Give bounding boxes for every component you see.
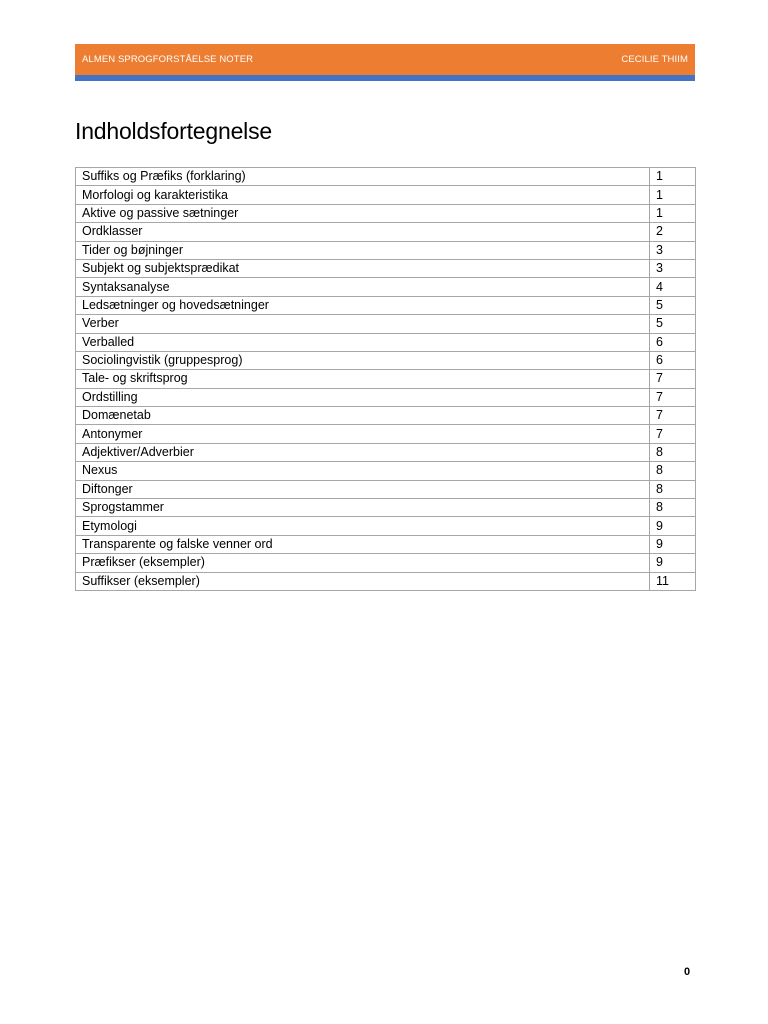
toc-row[interactable] bbox=[76, 425, 696, 443]
toc-entry-page[interactable]: 6 bbox=[650, 351, 696, 369]
toc-row[interactable] bbox=[76, 480, 696, 498]
header-divider bbox=[75, 75, 695, 81]
toc-entry-label[interactable]: Antonymer bbox=[76, 425, 650, 443]
toc-row[interactable] bbox=[76, 572, 696, 590]
toc-entry-page[interactable]: 6 bbox=[650, 333, 696, 351]
toc-entry-page[interactable]: 7 bbox=[650, 407, 696, 425]
toc-entry-page[interactable]: 9 bbox=[650, 535, 696, 553]
toc-row[interactable] bbox=[76, 351, 696, 369]
header-author: CECILIE THIIM bbox=[621, 54, 688, 65]
toc-entry-label[interactable]: Ledsætninger og hovedsætninger bbox=[76, 296, 650, 314]
toc-row[interactable] bbox=[76, 443, 696, 461]
toc-entry-page[interactable]: 2 bbox=[650, 223, 696, 241]
page-number: 0 bbox=[684, 966, 691, 978]
toc-row[interactable] bbox=[76, 204, 696, 222]
toc-table bbox=[75, 167, 696, 591]
toc-entry-page[interactable]: 1 bbox=[650, 168, 696, 186]
toc-entry-label[interactable]: Suffiks og Præfiks (forklaring) bbox=[76, 168, 650, 186]
toc-entry-label[interactable]: Suffikser (eksempler) bbox=[76, 572, 650, 590]
toc-entry-label[interactable]: Tale- og skriftsprog bbox=[76, 370, 650, 388]
toc-entry-page[interactable]: 7 bbox=[650, 425, 696, 443]
toc-row[interactable] bbox=[76, 333, 696, 351]
toc-row[interactable] bbox=[76, 168, 696, 186]
toc-entry-label[interactable]: Etymologi bbox=[76, 517, 650, 535]
toc-row[interactable] bbox=[76, 407, 696, 425]
toc-row[interactable] bbox=[76, 315, 696, 333]
toc-entry-page[interactable]: 8 bbox=[650, 462, 696, 480]
toc-row[interactable] bbox=[76, 370, 696, 388]
toc-entry-label[interactable]: Subjekt og subjektsprædikat bbox=[76, 259, 650, 277]
toc-row[interactable] bbox=[76, 462, 696, 480]
toc-entry-label[interactable]: Transparente og falske venner ord bbox=[76, 535, 650, 553]
toc-row[interactable] bbox=[76, 278, 696, 296]
toc-entry-page[interactable]: 7 bbox=[650, 388, 696, 406]
toc-entry-label[interactable]: Sociolingvistik (gruppesprog) bbox=[76, 351, 650, 369]
toc-entry-label[interactable]: Diftonger bbox=[76, 480, 650, 498]
toc-entry-page[interactable]: 4 bbox=[650, 278, 696, 296]
toc-row[interactable] bbox=[76, 223, 696, 241]
page-header bbox=[75, 44, 695, 75]
toc-entry-page[interactable]: 5 bbox=[650, 296, 696, 314]
toc-row[interactable] bbox=[76, 499, 696, 517]
toc-row[interactable] bbox=[76, 554, 696, 572]
toc-entry-page[interactable]: 8 bbox=[650, 499, 696, 517]
toc-entry-page[interactable]: 1 bbox=[650, 204, 696, 222]
toc-row[interactable] bbox=[76, 535, 696, 553]
toc-entry-page[interactable]: 8 bbox=[650, 480, 696, 498]
toc-entry-page[interactable]: 1 bbox=[650, 186, 696, 204]
toc-entry-label[interactable]: Tider og bøjninger bbox=[76, 241, 650, 259]
toc-title: Indholdsfortegnelse bbox=[75, 118, 272, 144]
toc-body bbox=[76, 168, 696, 591]
toc-entry-label[interactable]: Ordklasser bbox=[76, 223, 650, 241]
toc-row[interactable] bbox=[76, 517, 696, 535]
toc-entry-page[interactable]: 9 bbox=[650, 517, 696, 535]
toc-entry-label[interactable]: Domænetab bbox=[76, 407, 650, 425]
toc-entry-page[interactable]: 5 bbox=[650, 315, 696, 333]
toc-entry-label[interactable]: Ordstilling bbox=[76, 388, 650, 406]
toc-entry-page[interactable]: 8 bbox=[650, 443, 696, 461]
toc-entry-label[interactable]: Præfikser (eksempler) bbox=[76, 554, 650, 572]
toc-entry-label[interactable]: Adjektiver/Adverbier bbox=[76, 443, 650, 461]
toc-entry-page[interactable]: 7 bbox=[650, 370, 696, 388]
toc-entry-label[interactable]: Nexus bbox=[76, 462, 650, 480]
toc-entry-page[interactable]: 9 bbox=[650, 554, 696, 572]
toc-row[interactable] bbox=[76, 259, 696, 277]
toc-entry-page[interactable]: 11 bbox=[650, 572, 696, 590]
toc-entry-label[interactable]: Verballed bbox=[76, 333, 650, 351]
toc-entry-label[interactable]: Syntaksanalyse bbox=[76, 278, 650, 296]
toc-row[interactable] bbox=[76, 241, 696, 259]
toc-row[interactable] bbox=[76, 186, 696, 204]
header-title: ALMEN SPROGFORSTÅELSE NOTER bbox=[82, 54, 254, 65]
toc-entry-label[interactable]: Sprogstammer bbox=[76, 499, 650, 517]
toc-entry-label[interactable]: Verber bbox=[76, 315, 650, 333]
toc-row[interactable] bbox=[76, 296, 696, 314]
toc-row[interactable] bbox=[76, 388, 696, 406]
toc-entry-page[interactable]: 3 bbox=[650, 259, 696, 277]
toc-entry-page[interactable]: 3 bbox=[650, 241, 696, 259]
toc-entry-label[interactable]: Morfologi og karakteristika bbox=[76, 186, 650, 204]
toc-entry-label[interactable]: Aktive og passive sætninger bbox=[76, 204, 650, 222]
